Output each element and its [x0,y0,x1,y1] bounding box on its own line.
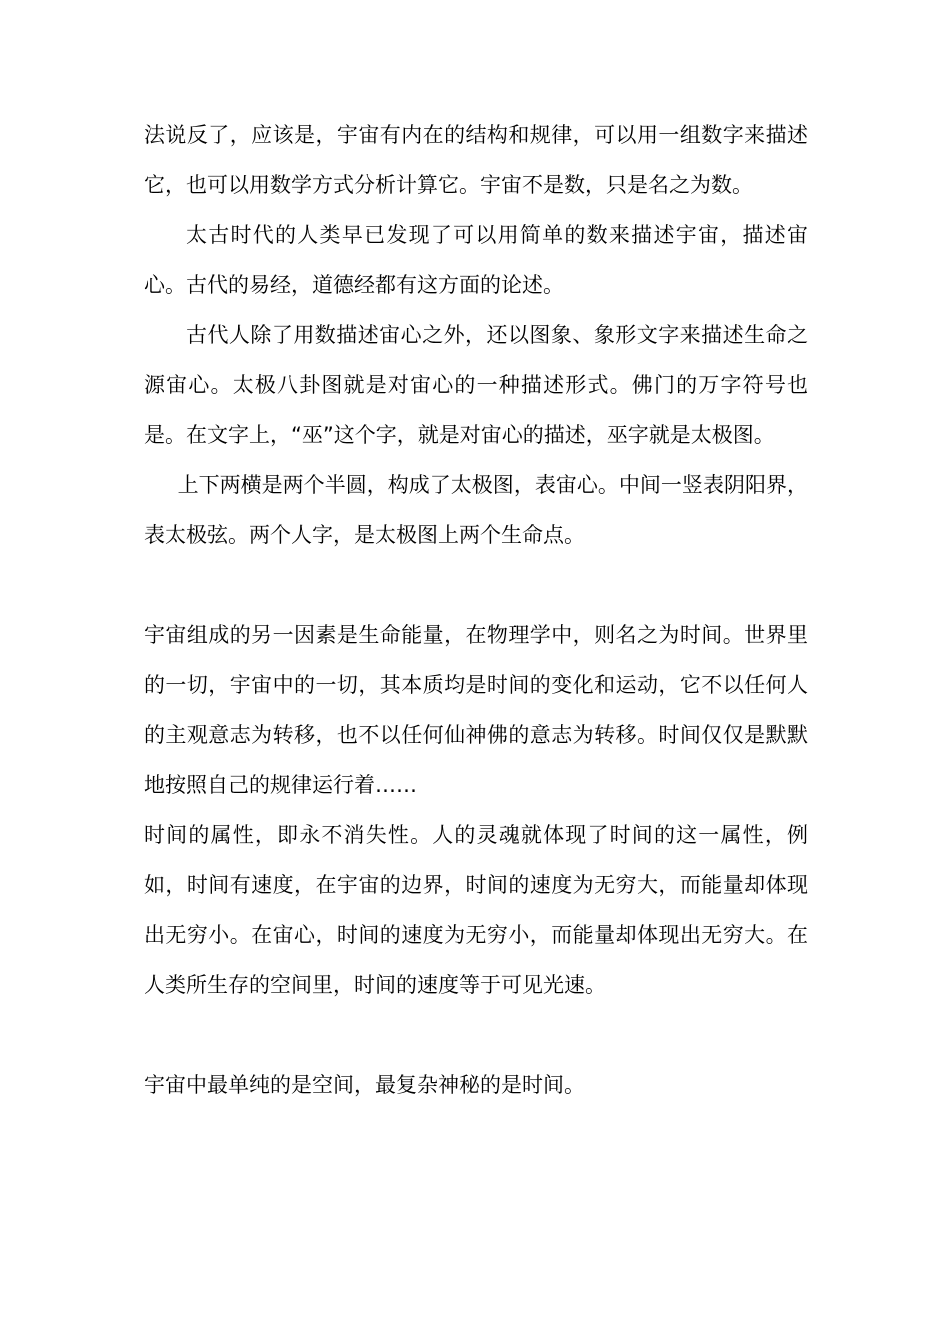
paragraph-1: 法说反了，应该是，宇宙有内在的结构和规律，可以用一组数字来描述它，也可以用数学方式分析计算它。宇宙不是数，只是名之为数。 [144,123,808,197]
paragraph-gap [144,560,808,610]
paragraph-4: 上下两横是两个半圆，构成了太极图，表宙心。中间一竖表阴阳界，表太极弦。两个人字，是太极图上两个生命点。 [144,473,808,547]
paragraph-3: 古代人除了用数描述宙心之外，还以图象、象形文字来描述生命之源宙心。太极八卦图就是对宙心的一种描述形式。佛门的万字符号也是。在文字上，“巫”这个字，就是对宙心的描述，巫字就是太极图。 [144,323,808,447]
paragraph-7: 宇宙中最单纯的是空间，最复杂神秘的是时间。 [144,1073,585,1097]
paragraph-gap [144,1010,808,1060]
paragraph-5: 宇宙组成的另一因素是生命能量，在物理学中，则名之为时间。世界里的一切，宇宙中的一切，其本质均是时间的变化和运动，它不以任何人的主观意志为转移，也不以任何仙神佛的意志为转移。时间仅仅是默默地按照自己的规律运行着…… [144,623,808,797]
paragraph-6: 时间的属性，即永不消失性。人的灵魂就体现了时间的这一属性，例如，时间有速度，在宇宙的边界，时间的速度为无穷大，而能量却体现出无穷小。在宙心，时间的速度为无穷小，而能量却体现出无穷大。在人类所生存的空间里，时间的速度等于可见光速。 [144,823,808,997]
paragraph-2: 太古时代的人类早已发现了可以用简单的数来描述宇宙，描述宙心。古代的易经，道德经都有这方面的论述。 [144,223,808,297]
document-page [144,110,808,1110]
